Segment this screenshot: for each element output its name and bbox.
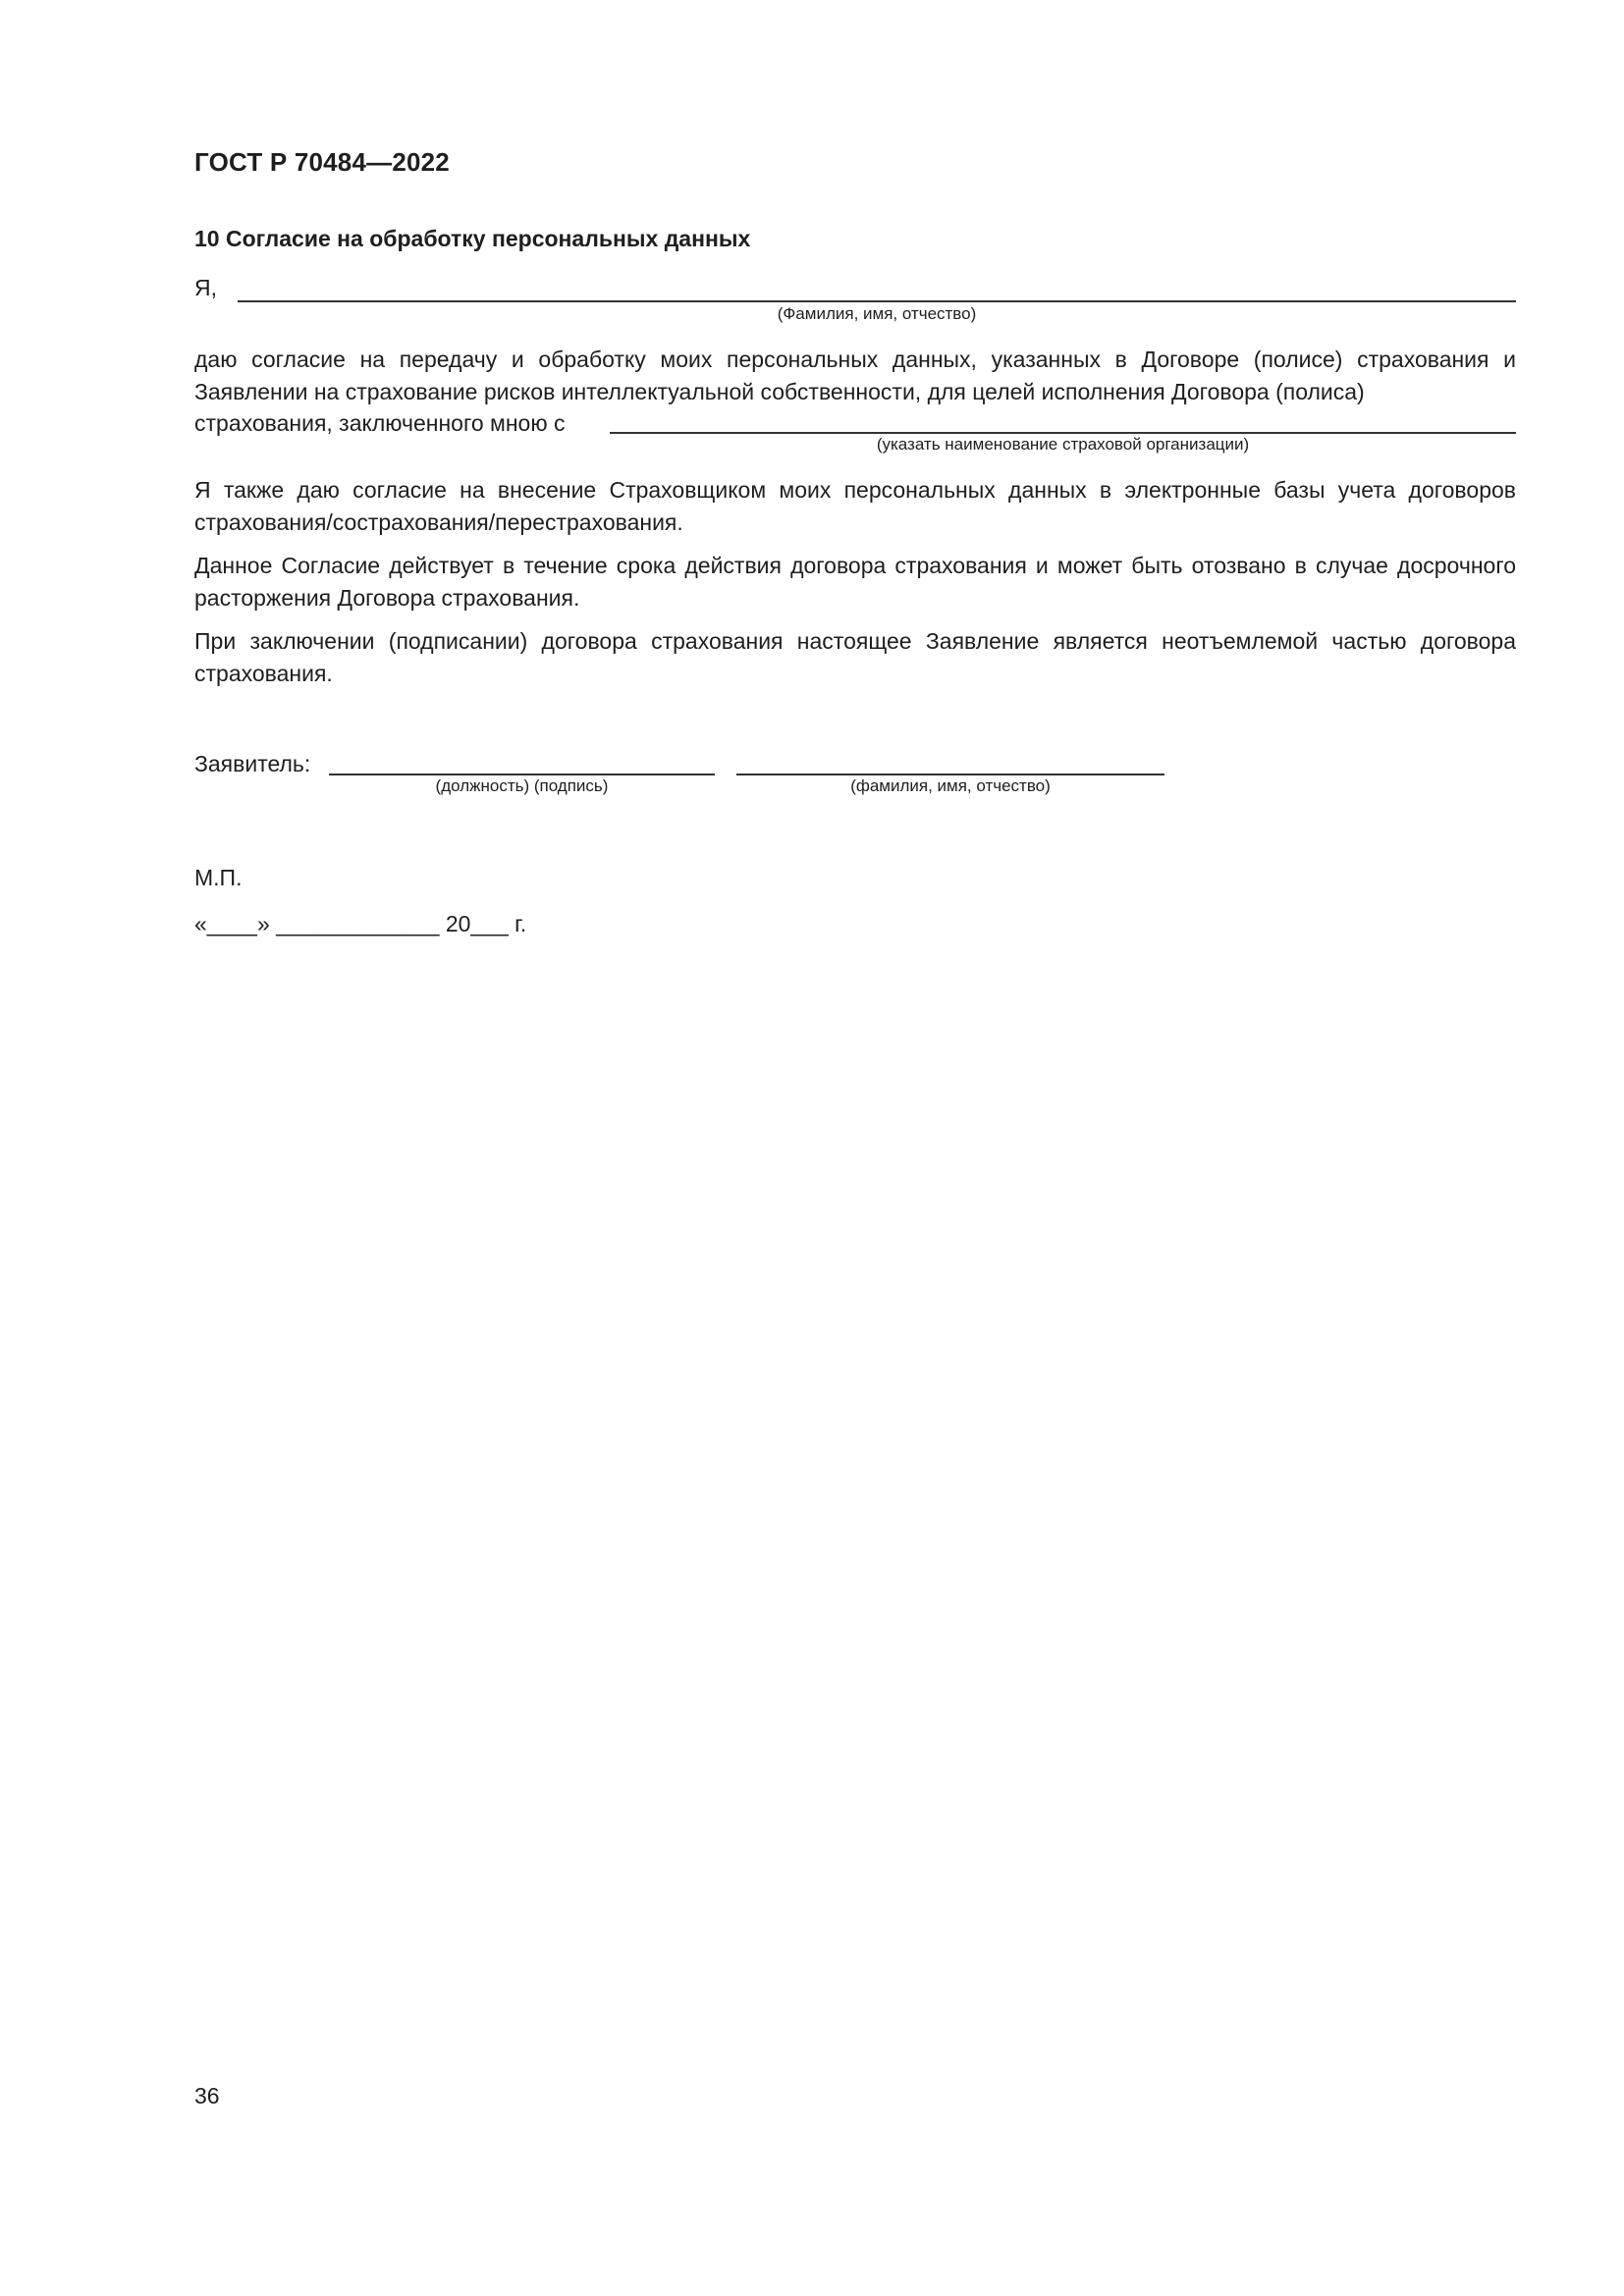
- consent-paragraph-1: даю согласие на передачу и обработку моих персональных данных, указанных в Договоре (полисе) страхования и Заявлении на страхование рисков интеллектуальной собственности, для целей исполнения Договора (полиса): [194, 347, 1516, 404]
- applicant-name-line[interactable]: [736, 774, 1164, 775]
- page-number: 36: [194, 2083, 220, 2109]
- ya-prefix: Я,: [194, 275, 217, 300]
- position-caption: (должность) (подпись): [435, 776, 609, 795]
- stamp-label: М.П.: [194, 865, 243, 890]
- fio-caption: (Фамилия, имя, отчество): [777, 304, 977, 323]
- date-line[interactable]: «____» _____________ 20___ г.: [194, 911, 527, 936]
- insurer-caption: (указать наименование страховой организации): [876, 435, 1250, 454]
- consent-paragraph-2: Я также даю согласие на внесение Страховщиком моих персональных данных в электронные базы учета договоров страхования/сострахования/перестрахования.: [194, 477, 1516, 535]
- section-title: 10 Согласие на обработку персональных данных: [194, 226, 751, 251]
- insurer-line[interactable]: [610, 432, 1516, 434]
- consent-paragraph-3: Данное Согласие действует в течение срока действия договора страхования и может быть отозвано в случае досрочного расторжения Договора страхования.: [194, 553, 1516, 611]
- consent-paragraph-4: При заключении (подписании) договора страхования настоящее Заявление является неотъемлемой частью договора страхования.: [194, 628, 1516, 686]
- applicant-name-caption: (фамилия, имя, отчество): [850, 776, 1051, 795]
- applicant-label: Заявитель:: [194, 751, 311, 776]
- standard-header: ГОСТ Р 70484—2022: [194, 147, 450, 177]
- fio-line[interactable]: [238, 300, 1516, 302]
- consent-paragraph-1-last: страхования, заключенного мною с: [194, 410, 566, 436]
- position-signature-line[interactable]: [329, 774, 715, 775]
